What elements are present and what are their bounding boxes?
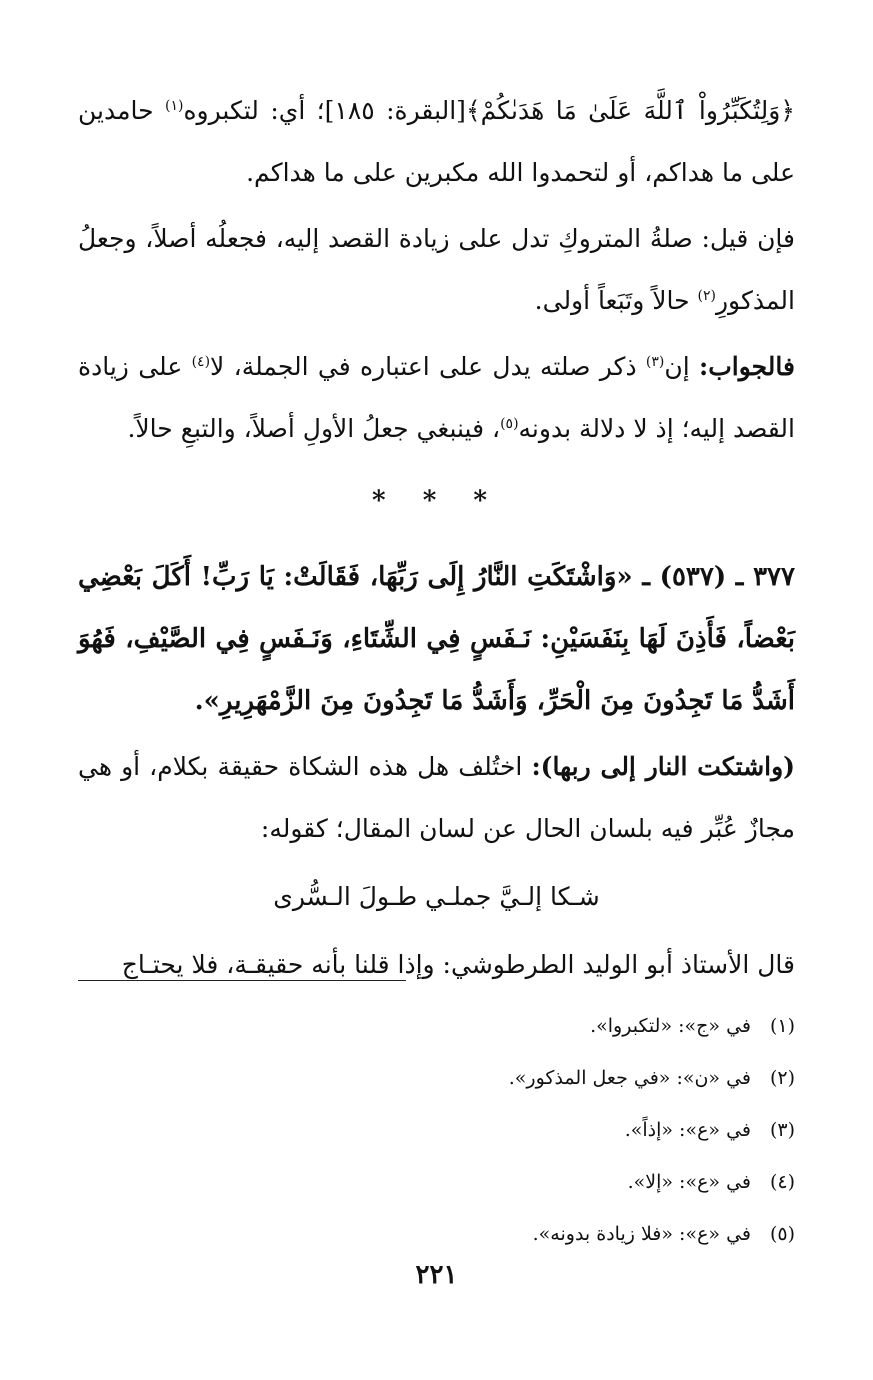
paragraph-3: فالجواب: إن$^{(٣)}$ ذكر صلته يدل على اعتباره في الجملة، لا$^{(٤)}$ على زيادة القصد إليه؛ إذ لا دلالة بدونه$^{(٥)}$، فينبغي جعلُ الأولِ أصلاً، والتبعِ حالاً. [78, 352, 795, 443]
footnote-ref-3[interactable]: (٣) [645, 354, 665, 370]
poetry-verse: شـكا إلـيَّ جملـي طـولَ الـسُّرى [273, 882, 600, 911]
paragraph-1: ﴿وَلِتُكَبِّرُواْ ٱللَّهَ عَلَىٰ مَا هَدَىٰكُمْ﴾[البقرة: ١٨٥]؛ أي: لتكبروه$^{(١)}$ حامدين على ما هداكم، أو لتحمدوا الله مكبرين على ما هداكم. [78, 96, 795, 187]
footnote-ref-5[interactable]: (٥) [500, 416, 519, 432]
footnote-2 [78, 1052, 795, 1104]
footnote-text: في «ن»: «في جعل المذكور». [508, 1067, 751, 1089]
commentary-paragraph: (واشتكت النار إلى ربها): اختُلف هل هذه الشكاة حقيقة بكلام، أو هي مجازٌ عُبِّر فيه بلسان الحال عن لسان المقال؛ كقوله: [78, 752, 795, 843]
paragraph-2: فإن قيل: صلةُ المتروكِ تدل على زيادة القصد إليه، فجعلُه أصلاً، وجعلُ المذكورِ$^{(٢)}$ حالاً وتَبَعاً أولى. [78, 224, 795, 315]
answer-lead: فالجواب: [699, 352, 795, 381]
footnote-number: (٤) [769, 1171, 795, 1193]
footnote-3 [78, 1104, 795, 1156]
footnote-text: في «ع»: «إلا». [627, 1171, 751, 1193]
footnote-number: (٥) [769, 1223, 795, 1245]
footnote-1 [78, 1000, 795, 1052]
footnote-4 [78, 1156, 795, 1208]
footnote-text: في «ع»: «إذاً». [624, 1119, 751, 1141]
hadith-text: ٣٧٧ ـ (٥٣٧) ـ «وَاشْتَكَتِ النَّارُ إِلَى رَبِّهَا، فَقَالَتْ: يَا رَبِّ! أَكَلَ بَعْضِي بَعْضاً، فَأَذِنَ لَهَا بِنَفَسَيْنِ: نَـفَسٍ فِي الشِّتَاءِ، وَنَـفَسٍ فِي الصَّيْفِ، فَهُوَ أَشَدُّ مَا تَجِدُونَ مِنَ الْحَرِّ، وَأَشَدُّ مَا تَجِدُونَ مِنَ الزَّمْهَرِيرِ». [78, 562, 795, 716]
page-body [78, 80, 795, 996]
commentary-lead: (واشتكت النار إلى ربها): [531, 752, 795, 781]
footnotes-list [78, 1000, 795, 1260]
footnote-ref-2[interactable]: (٢) [697, 288, 716, 304]
page-number: ٢٢١ [415, 1260, 458, 1290]
footnote-ref-1[interactable]: (١) [164, 98, 184, 114]
footnote-text: في «ع»: «فلا زيادة بدونه». [532, 1223, 751, 1245]
section-separator: * * * [372, 486, 501, 516]
footnote-number: (٣) [769, 1119, 795, 1141]
footnote-divider [78, 980, 406, 981]
footnote-number: (٢) [769, 1067, 795, 1089]
footnote-text: في «ج»: «لتكبروا». [590, 1015, 751, 1037]
quran-verse: ﴿وَلِتُكَبِّرُواْ ٱللَّهَ عَلَىٰ مَا هَدَىٰكُمْ﴾ [465, 96, 795, 125]
last-paragraph: قال الأستاذ أبو الوليد الطرطوشي: وإذا قلنا بأنه حقيقـة، فلا يحتـاج [121, 950, 795, 979]
surah-reference: [البقرة: ١٨٥] [324, 96, 466, 125]
footnote-5 [78, 1208, 795, 1260]
footnote-number: (١) [769, 1015, 795, 1037]
footnote-ref-4[interactable]: (٤) [191, 354, 211, 370]
